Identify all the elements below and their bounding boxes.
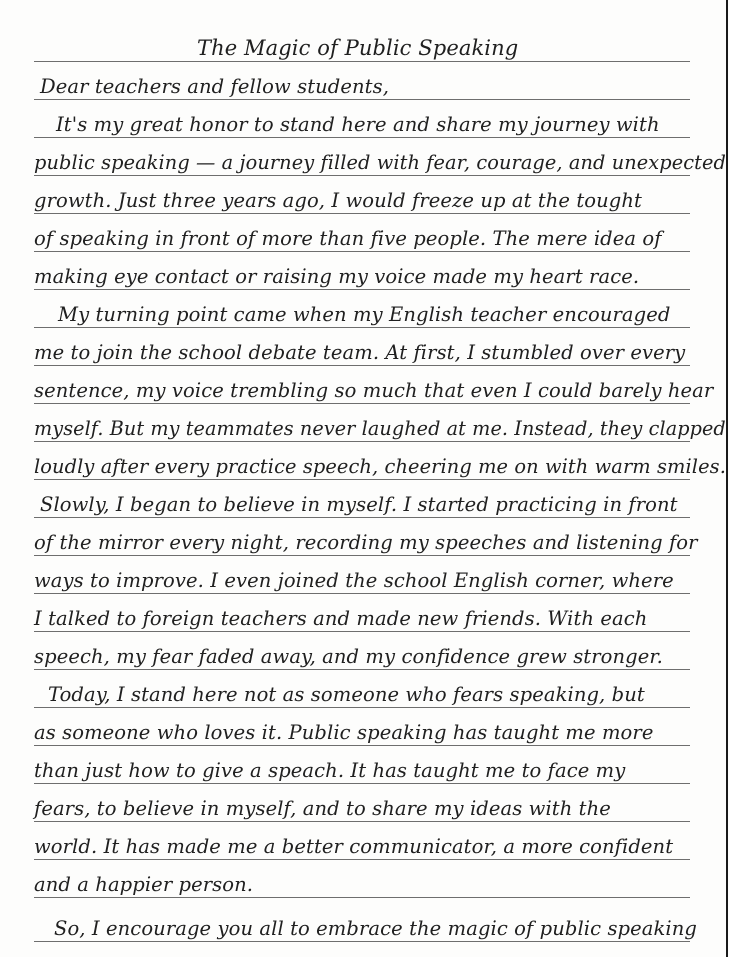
salutation: Dear teachers and fellow students,: [40, 75, 390, 98]
paragraph-line: So, I encourage you all to embrace the magic of public speaking: [54, 917, 698, 940]
paragraph-line: myself. But my teammates never laughed at me. Instead, they clapped: [34, 417, 726, 440]
text-line: [34, 860, 690, 898]
paragraph-line: me to join the school debate team. At first, I stumbled over every: [34, 341, 686, 364]
text-line: [34, 594, 690, 632]
text-line: [34, 290, 690, 328]
paragraph-line: world. It has made me a better communicator, a more confident: [34, 835, 674, 858]
paragraph-line: public speaking — a journey filled with fear, courage, and unexpected: [34, 151, 727, 174]
paragraph-line: of the mirror every night, recording my speeches and listening for: [34, 531, 698, 554]
text-line: [34, 214, 690, 252]
text-line: [34, 746, 690, 784]
text-line: [34, 366, 714, 404]
paragraph-line: ways to improve. I even joined the school English corner, where: [34, 569, 674, 592]
paragraph-line: loudly after every practice speech, cheering me on with warm smiles.: [34, 455, 726, 478]
text-line: [34, 404, 726, 442]
text-line: [34, 252, 690, 290]
paragraph-line: speech, my fear faded away, and my confidence grew stronger.: [34, 645, 663, 668]
paragraph-line: making eye contact or raising my voice made my heart race.: [34, 265, 640, 288]
paragraph-line: growth. Just three years ago, I would freeze up at the tought: [34, 189, 642, 212]
essay-title: The Magic of Public Speaking: [197, 36, 519, 60]
text-line: [34, 176, 690, 214]
text-line: [34, 138, 727, 176]
paragraph-line: than just how to give a speach. It has taught me to face my: [34, 759, 626, 782]
text-line: [34, 62, 690, 100]
text-line: [34, 822, 690, 860]
paragraph-line: Today, I stand here not as someone who fears speaking, but: [48, 683, 645, 706]
text-line: [34, 556, 690, 594]
paragraph-line: I talked to foreign teachers and made new friends. With each: [34, 607, 648, 630]
paragraph-line: My turning point came when my English teacher encouraged: [58, 303, 671, 326]
title-line: [34, 24, 690, 62]
text-line: [34, 442, 726, 480]
text-line: [34, 632, 690, 670]
paragraph-line: as someone who loves it. Public speaking has taught me more: [34, 721, 654, 744]
text-line: [34, 708, 690, 746]
paragraph-line: of speaking in front of more than five people. The mere idea of: [34, 227, 662, 250]
paragraph-line: It's my great honor to stand here and share my journey with: [56, 113, 660, 136]
paragraph-line: sentence, my voice trembling so much that even I could barely hear: [34, 379, 714, 402]
text-line: [34, 518, 698, 556]
paragraph-line: fears, to believe in myself, and to share my ideas with the: [34, 797, 611, 820]
text-line: [34, 904, 698, 942]
text-line: [34, 100, 690, 138]
text-line: [34, 784, 690, 822]
text-line: [34, 670, 690, 708]
paragraph-line: and a happier person.: [34, 873, 254, 896]
text-line: [34, 480, 690, 518]
text-line: [34, 328, 690, 366]
paragraph-line: Slowly, I began to believe in myself. I started practicing in front: [40, 493, 678, 516]
page-border: [726, 0, 728, 957]
